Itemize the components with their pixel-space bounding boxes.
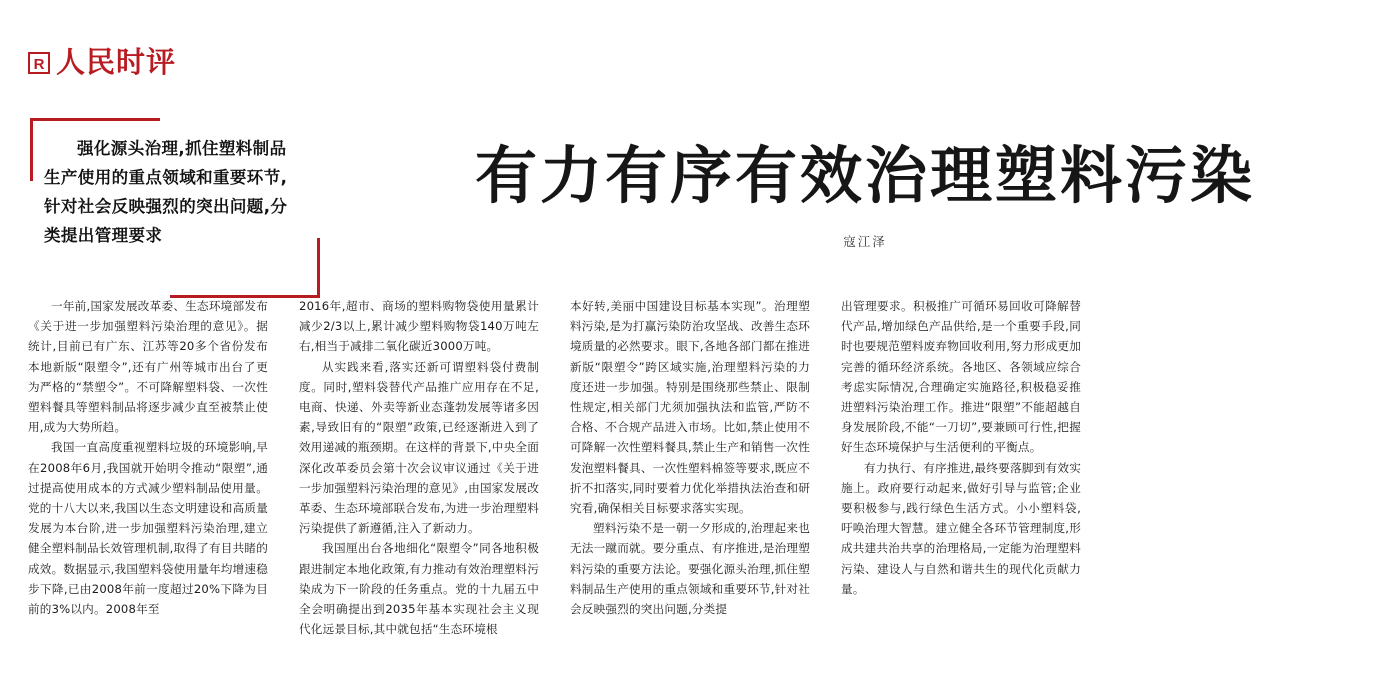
article-column-4 (841, 296, 1081, 692)
article-body (28, 296, 1374, 692)
paragraph: 从实践来看,落实还新可谓塑料袋付费制度。同时,塑料袋替代产品推广应用存在不足,电商、快递、外卖等新业态蓬勃发展等诸多因素,导致旧有的“限塑”政策,已经逐渐进入到了效用递减的瓶颈期。在这样的背景下,中央全面深化改革委员会第十次会议审议通过《关于进一步加强塑料污染治理的意见》,由国家发展改革委、生态环境部联合发布,为进一步治理塑料污染提供了新遵循,注入了新动力。 (299, 359, 539, 536)
paragraph: 出管理要求。积极推广可循环易回收可降解替代产品,增加绿色产品供给,是一个重要手段,同时也要规范塑料废弃物回收利用,努力形成更加完善的循环经济系统。各地区、各领域应综合考虑实际情况,合理确定实施路径,积极稳妥推进塑料污染治理工作。推进“限塑”不能超越自身发展阶段,不能“一刀切”,要兼顾可行性,把握好生态环境保护与生活便利的平衡点。 (841, 299, 1081, 455)
article-column-1 (28, 296, 268, 692)
paragraph: 有力执行、有序推进,最终要落脚到有效实施上。政府要行动起来,做好引导与监管;企业要积极参与,践行绿色生活方式。小小塑料袋,吁唤治理大智慧。建立健全各环节管理制度,形成共建共治共享的治理格局,一定能为治理塑料污染、建设人与自然和谐共生的现代化贡献力量。 (841, 460, 1081, 596)
masthead (28, 45, 177, 79)
article-column-3 (570, 296, 810, 692)
byline: 寇江泽 (843, 234, 887, 249)
lead-rule-top (30, 118, 160, 121)
publication-mark-icon: R (28, 52, 50, 74)
paragraph: 我国一直高度重视塑料垃圾的环境影响,早在2008年6月,我国就开始明令推动“限塑”,通过提高使用成本的方式减少塑料制品使用量。党的十八大以来,我国以生态文明建设和高质量发展为本台阶,进一步加强塑料污染治理,建立健全塑料制品长效管理机制,取得了有目共睹的成效。数据显示,我国塑料袋使用量年均增速稳步下降,已由2008年前一度超过20%下降为目前的3%以内。2008年至 (28, 440, 268, 617)
column-name: 人民时评 (56, 45, 177, 79)
lead-abstract-text: 强化源头治理,抓住塑料制品生产使用的重点领域和重要环节,针对社会反映强烈的突出问题,分类提出管理要求 (44, 139, 288, 245)
paragraph: 本好转,美丽中国建设目标基本实现”。治理塑料污染,是为打赢污染防治攻坚战、改善生态环境质量的必然要求。眼下,各地各部门都在推进新版“限塑令”跨区域实施,治理塑料污染的力度还进一步加强。特别是围绕那些禁止、限制性规定,相关部门尤须加强执法和监管,严防不合格、不合规产品进入市场。比如,禁止使用不可降解一次性塑料餐具,禁止生产和销售一次性发泡塑料餐具、一次性塑料棉签等要求,既应不折不扣落实,同时要着力优化举措执法治查和研究看,确保相关目标要求落实实现。 (570, 299, 810, 516)
article-column-2 (299, 296, 539, 692)
lead-abstract-box (30, 118, 320, 298)
lead-corner-bottom-right (317, 238, 320, 298)
paragraph: 塑料污染不是一朝一夕形成的,治理起来也无法一蹴而就。要分重点、有序推进,是治理塑料污染的重要方法论。要强化源头治理,抓住塑料制品生产使用的重点领域和重要环节,针对社会反映强烈的突出问题,分类提 (570, 521, 810, 617)
paragraph: 我国厘出台各地细化“限塑令”同各地积极跟进制定本地化政策,有力推动有效治理塑料污染成为下一阶段的任务重点。党的十九届五中全会明确提出到2035年基本实现社会主义现代化远景目标,其中就包括“生态环境根 (299, 541, 539, 637)
paragraph: 2016年,超市、商场的塑料购物袋使用量累计减少2/3以上,累计减少塑料购物袋140万吨左右,相当于减排二氧化碳近3000万吨。 (299, 299, 539, 354)
page-title: 有力有序有效治理塑料污染 (474, 139, 1255, 212)
paragraph: 一年前,国家发展改革委、生态环境部发布《关于进一步加强塑料污染治理的意见》。据统计,目前已有广东、江苏等20多个省份发布本地新版“限塑令”,还有广州等城市出台了更为严格的“禁塑令”。不可降解塑料袋、一次性塑料餐具等塑料制品将逐步减少直至被禁止使用,成为大势所趋。 (28, 299, 268, 435)
